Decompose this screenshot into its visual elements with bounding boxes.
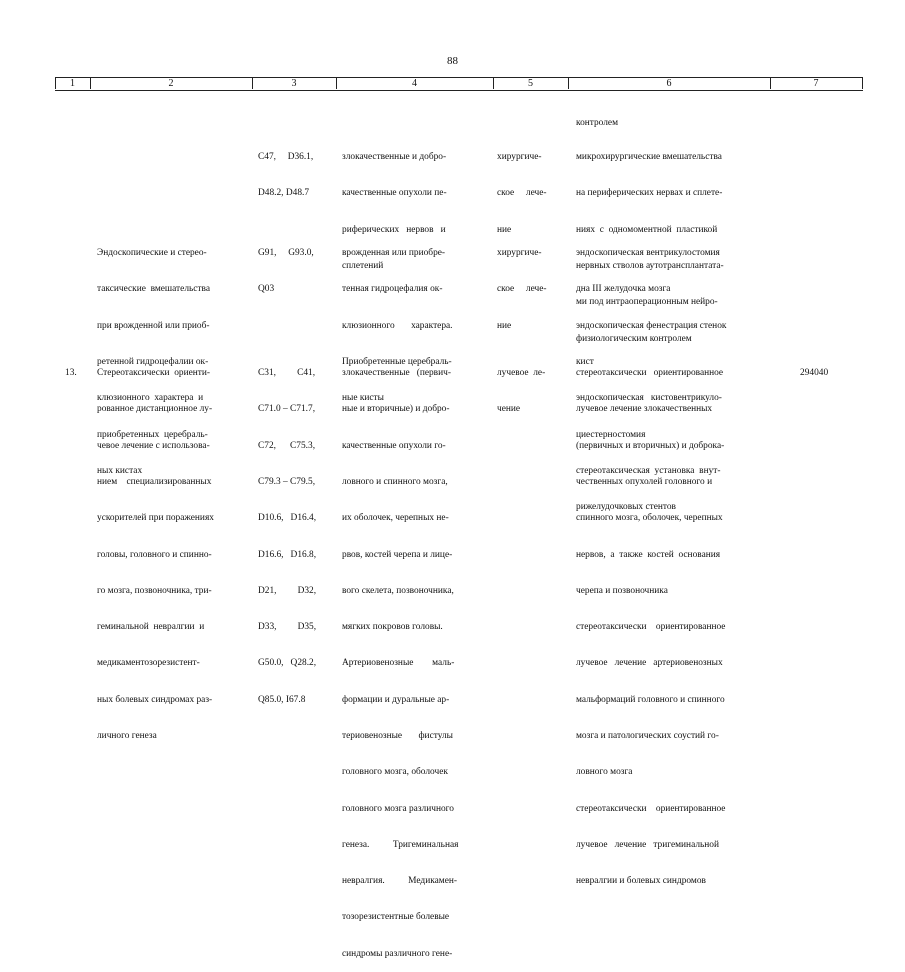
text-line: лучевое лечение тригеминальной	[576, 839, 719, 850]
text-line: головного мозга различного	[342, 803, 454, 814]
text-line: вого скелета, позвоночника,	[342, 585, 454, 596]
text-line: чевое лечение с использова-	[97, 440, 210, 451]
text-line: (первичных и вторичных) и доброка-	[576, 440, 725, 451]
text-line: хирургиче-	[497, 248, 542, 259]
text-line: ское лече-	[497, 284, 547, 295]
text-line: медикаментозорезистент-	[97, 658, 200, 669]
text-line: головы, головного и спинно-	[97, 549, 212, 560]
text-line: спинного мозга, оболочек, черепных	[576, 513, 723, 524]
text-line: рвов, костей черепа и лице-	[342, 549, 453, 560]
header-cell-7: 7	[813, 78, 819, 89]
text-line: стереотаксически ориентированное	[576, 368, 724, 379]
text-line: Q85.0, I67.8	[258, 694, 306, 705]
text-line: Стереотаксически ориенти-	[97, 368, 211, 379]
row-4-codes	[258, 343, 330, 718]
text-line: личного генеза	[97, 731, 157, 741]
text-line: 294040	[800, 368, 829, 379]
text-line: C71.0 – C71.7,	[258, 404, 316, 415]
text-line: синдромы различного гене-	[342, 948, 453, 959]
text-line: C47, D36.1,	[258, 152, 314, 163]
text-line: стереотаксически ориентированное	[576, 803, 726, 814]
text-line: нервных стволов аутотрансплантата-	[576, 261, 724, 272]
header-cell-2: 2	[168, 78, 174, 89]
row-4-treatment-type	[497, 343, 565, 428]
row-4-diagnosis	[342, 343, 488, 972]
text-line: ных кистах	[97, 465, 143, 476]
text-line: качественные опухоли пе-	[342, 188, 447, 199]
row-2-codes	[258, 127, 330, 212]
text-line: мягких покровов головы.	[342, 622, 443, 633]
text-line: G50.0, Q28.2,	[258, 658, 317, 669]
row-3-codes	[258, 223, 330, 308]
header-cell-5: 5	[528, 78, 533, 89]
text-line: невралгия. Медикамен-	[342, 876, 458, 887]
text-line: формации и дуральные ар-	[342, 694, 450, 705]
text-line: D10.6, D16.4,	[258, 513, 317, 524]
header-cell-4: 4	[412, 78, 417, 89]
text-line: C31, C41,	[258, 368, 316, 379]
text-line: лучевое лечение злокачественных	[576, 404, 713, 415]
row-4-method	[576, 343, 768, 899]
text-line: хирургиче-	[497, 152, 542, 163]
text-line: приобретенных церебраль-	[97, 429, 208, 440]
text-line: лучевое лечение артериовенозных	[576, 658, 723, 669]
text-line: риферических нервов и	[342, 224, 446, 235]
text-line: ретенной гидроцефалии ок-	[97, 357, 209, 368]
text-line: эндоскопическая кистовентрикуло-	[576, 393, 722, 404]
text-line: циестерностомия	[576, 429, 646, 440]
text-line: ных болевых синдромах раз-	[97, 694, 213, 705]
text-line: эндоскопическая фенестрация стенок	[576, 320, 727, 331]
text-line: головного мозга, оболочек	[342, 767, 448, 778]
text-line: ское лече-	[497, 188, 547, 199]
text-line: клюзионного характера и	[97, 393, 204, 404]
text-line: микрохирургические вмешательства	[576, 152, 722, 163]
text-line: Эндоскопические и стерео-	[97, 248, 207, 259]
text-line: тозорезистентные болевые	[342, 912, 450, 923]
text-line: териовенозные фистулы	[342, 731, 453, 741]
text-line: ние	[497, 320, 512, 331]
text-line: их оболочек, черепных не-	[342, 513, 449, 524]
text-line: врожденная или приобре-	[342, 248, 446, 259]
text-line: злокачественные (первич-	[342, 368, 451, 379]
row-3-treatment-type	[497, 223, 565, 344]
text-line: рованное дистанционное лу-	[97, 404, 213, 415]
text-line: рижелудочковых стентов	[576, 502, 676, 513]
text-line: эндоскопическая вентрикулостомия	[576, 248, 720, 259]
row-4-cost	[800, 343, 860, 391]
text-line: клюзионного характера.	[342, 320, 453, 331]
text-line: ми под интраоперационным нейро-	[576, 297, 718, 308]
text-line: стереотаксически ориентированное	[576, 622, 726, 633]
page-number: 88	[447, 55, 458, 67]
text-line: D48.2, D48.7	[258, 188, 310, 199]
text-line: Приобретенные церебраль-	[342, 357, 452, 368]
text-line: мальформаций головного и спинного	[576, 694, 725, 705]
text-line: качественные опухоли го-	[342, 440, 446, 451]
text-line: чественных опухолей головного и	[576, 477, 713, 488]
text-line: мозга и патологических соустий го-	[576, 731, 719, 741]
header-bottom-rule	[55, 90, 863, 91]
text-line: таксические вмешательства	[97, 284, 210, 295]
text-line: при врожденной или приоб-	[97, 320, 210, 331]
text-line: на периферических нервах и сплете-	[576, 188, 723, 199]
text-line: физиологическим контролем	[576, 333, 692, 344]
text-line: Артериовенозные маль-	[342, 658, 455, 669]
text-line: нервов, а также костей основания	[576, 549, 721, 560]
text-line: контролем	[576, 118, 619, 129]
header-column-separator	[862, 78, 863, 89]
text-line: стереотаксическая установка внут-	[576, 465, 721, 476]
text-line: чение	[497, 404, 521, 415]
text-line: геминальной невралгии и	[97, 622, 205, 633]
text-line: генеза. Тригеминальная	[342, 839, 459, 850]
header-cell-1: 1	[70, 78, 75, 89]
text-line: ние	[497, 224, 512, 235]
text-line: невралгии и болевых синдромов	[576, 876, 706, 887]
text-line: тенная гидроцефалия ок-	[342, 284, 443, 295]
header-cell-6: 6	[666, 78, 672, 89]
text-line: ниях с одномоментной пластикой	[576, 224, 718, 235]
text-line: нием специализированных	[97, 477, 212, 488]
text-line: ловного и спинного мозга,	[342, 477, 448, 488]
text-line: го мозга, позвоночника, три-	[97, 585, 212, 596]
text-line: G91, G93.0,	[258, 248, 314, 259]
text-line: D33, D35,	[258, 622, 317, 633]
text-line: C79.3 – C79.5,	[258, 477, 316, 488]
text-line: кист	[576, 357, 594, 368]
header-cell-3: 3	[291, 78, 297, 89]
text-line: Q03	[258, 284, 275, 295]
text-line: ные кисты	[342, 393, 384, 404]
text-line: злокачественные и добро-	[342, 152, 447, 163]
text-line: D21, D32,	[258, 585, 317, 596]
text-line: 13.	[65, 368, 77, 379]
text-line: C72, C75.3,	[258, 440, 316, 451]
text-line: ные и вторичные) и добро-	[342, 404, 450, 415]
text-line: черепа и позвоночника	[576, 585, 668, 596]
text-line: сплетений	[342, 261, 384, 272]
text-line: лучевое ле-	[497, 368, 546, 379]
row-4-number	[65, 343, 89, 391]
text-line: ускорителей при поражениях	[97, 513, 214, 524]
text-line: дна III желудочка мозга	[576, 284, 671, 295]
text-line: D16.6, D16.8,	[258, 549, 317, 560]
row-4-care-type	[97, 343, 247, 754]
text-line: ловного мозга	[576, 767, 633, 778]
